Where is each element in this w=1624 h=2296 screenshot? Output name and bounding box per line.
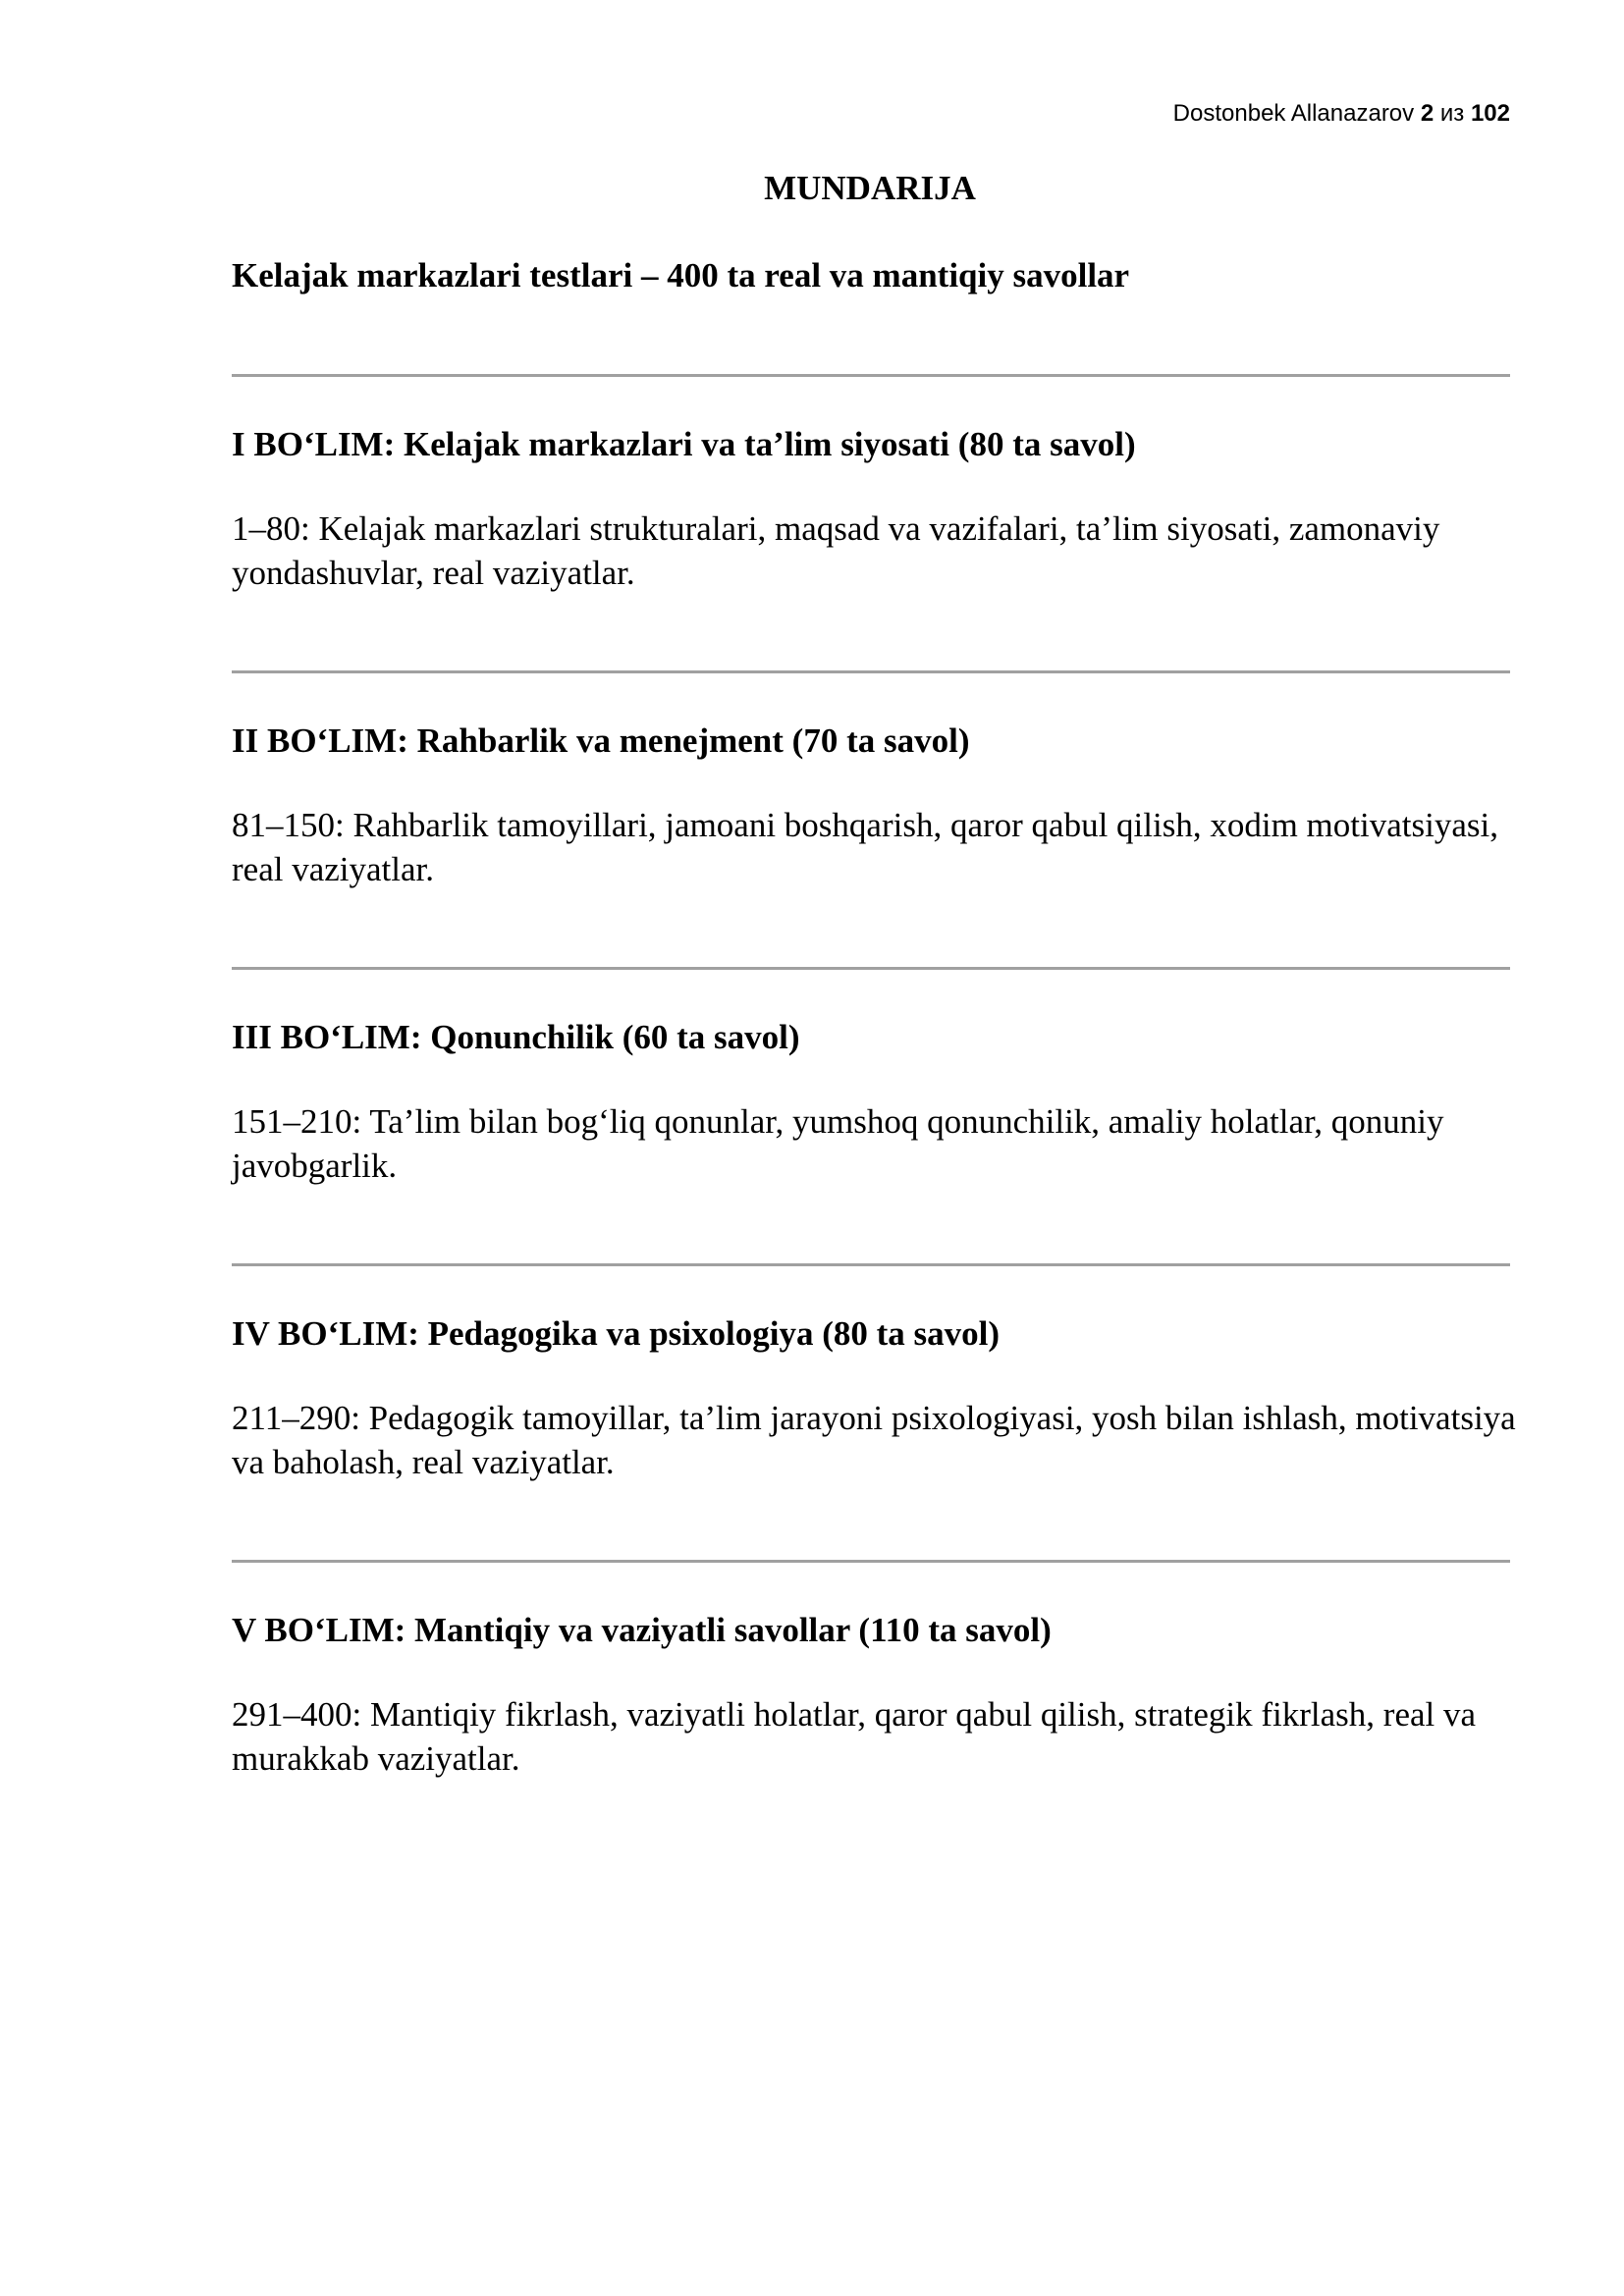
section-description-1: 1–80: Kelajak markazlari strukturalari, maqsad va vazifalari, ta’lim siyosati, zamonaviy yondashuvlar, real vaziyatlar. <box>232 509 1440 592</box>
section-heading-3: III BO‘LIM: Qonunchilik (60 ta savol) <box>232 1018 800 1056</box>
page-title: MUNDARIJA <box>764 169 976 207</box>
section-heading-5: V BO‘LIM: Mantiqiy va vaziyatli savollar (110 ta savol) <box>232 1611 1052 1649</box>
page-number-current: 2 <box>1420 100 1435 127</box>
section-heading-1: I BO‘LIM: Kelajak markazlari va ta’lim siyosati (80 ta savol) <box>232 425 1136 463</box>
section-heading-4: IV BO‘LIM: Pedagogika va psixologiya (80 ta savol) <box>232 1314 1001 1353</box>
section-description-2: 81–150: Rahbarlik tamoyillari, jamoani boshqarish, qaror qabul qilish, xodim motivatsiyasi, real vaziyatlar. <box>232 806 1498 888</box>
section-divider <box>232 1560 1510 1563</box>
section-divider <box>232 374 1510 377</box>
section-description-5: 291–400: Mantiqiy fikrlash, vaziyatli holatlar, qaror qabul qilish, strategik fikrlash, real va murakkab vaziyatlar. <box>232 1695 1477 1778</box>
document-subtitle: Kelajak markazlari testlari – 400 ta real va mantiqiy savollar <box>232 256 1130 294</box>
section-divider <box>232 1263 1510 1266</box>
section-heading-2: II BO‘LIM: Rahbarlik va menejment (70 ta savol) <box>232 721 970 760</box>
section-divider <box>232 967 1510 970</box>
section-divider <box>232 670 1510 673</box>
page-header <box>1173 99 1510 129</box>
section-description-4: 211–290: Pedagogik tamoyillar, ta’lim jarayoni psixologiyasi, yosh bilan ishlash, motivatsiya va baholash, real vaziyatlar. <box>232 1399 1516 1481</box>
page-number-separator: из <box>1439 100 1465 127</box>
author-name: Dostonbek Allanazarov <box>1172 100 1415 127</box>
section-description-3: 151–210: Ta’lim bilan bog‘liq qonunlar, yumshoq qonunchilik, amaliy holatlar, qonuniy javobgarlik. <box>232 1102 1444 1185</box>
page-number-total: 102 <box>1470 100 1510 127</box>
